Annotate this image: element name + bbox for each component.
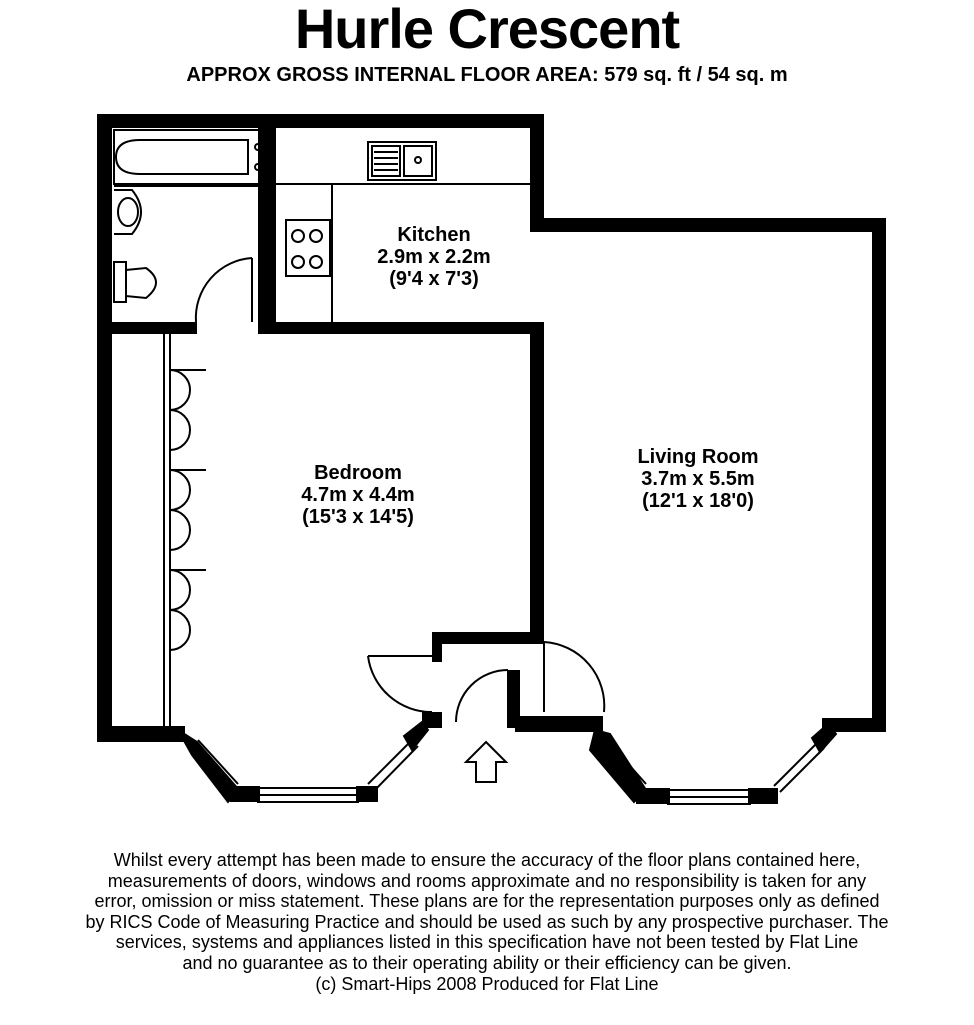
entrance-arrow-icon: [466, 742, 506, 782]
disclaimer: [0, 850, 974, 994]
kitchen-imperial: (9'4 x 7'3): [389, 268, 479, 290]
kitchen-hob: [286, 220, 330, 276]
bedroom-label: [268, 462, 448, 528]
disclaimer-line: Whilst every attempt has been made to ensure the accuracy of the floor plans contained here,: [113, 850, 861, 870]
plan-title: Hurle Crescent: [294, 0, 680, 60]
copyright-credit: (c) Smart-Hips 2008 Produced for Flat Line: [315, 973, 659, 994]
disclaimer-line: measurements of doors, windows and rooms approximate and no responsibility is taken for any: [107, 870, 867, 891]
wardrobe: [164, 334, 206, 726]
living-bay-window: [590, 724, 836, 804]
living-room-door: [544, 642, 604, 712]
kitchen-label: [354, 224, 514, 290]
basin: [114, 190, 141, 234]
disclaimer-line: services, systems and appliances listed in this specification have not been tested by Flat Line: [115, 932, 859, 953]
living-room-name: Living Room: [637, 446, 759, 468]
kitchen-metric: 2.9m x 2.2m: [377, 246, 491, 268]
floor-area-caption: APPROX GROSS INTERNAL FLOOR AREA: 579 sq. ft / 54 sq. m: [186, 64, 788, 86]
bedroom-imperial: (15'3 x 14'5): [302, 506, 414, 528]
toilet: [114, 262, 156, 302]
bathroom-door: [196, 258, 252, 322]
bedroom-bay-window: [178, 722, 428, 802]
bedroom-name: Bedroom: [314, 462, 402, 484]
kitchen-name: Kitchen: [397, 224, 471, 246]
bedroom-metric: 4.7m x 4.4m: [301, 484, 415, 506]
living-room-label: [598, 446, 798, 512]
disclaimer-line: error, omission or miss statement. These plans are for the representation purposes only as defined: [94, 891, 880, 912]
living-room-imperial: (12'1 x 18'0): [642, 490, 754, 512]
disclaimer-line: by RICS Code of Measuring Practice and should be used as such by any prospective purchaser. The: [85, 911, 889, 932]
living-room-metric: 3.7m x 5.5m: [641, 468, 755, 490]
outer-walls: [97, 114, 886, 742]
disclaimer-line: and no guarantee as to their operating ability or their efficiency can be given.: [182, 952, 792, 973]
entrance-door: [456, 670, 508, 728]
bath: [114, 130, 268, 186]
bedroom-door: [368, 656, 432, 712]
kitchen-sink: [368, 142, 436, 180]
